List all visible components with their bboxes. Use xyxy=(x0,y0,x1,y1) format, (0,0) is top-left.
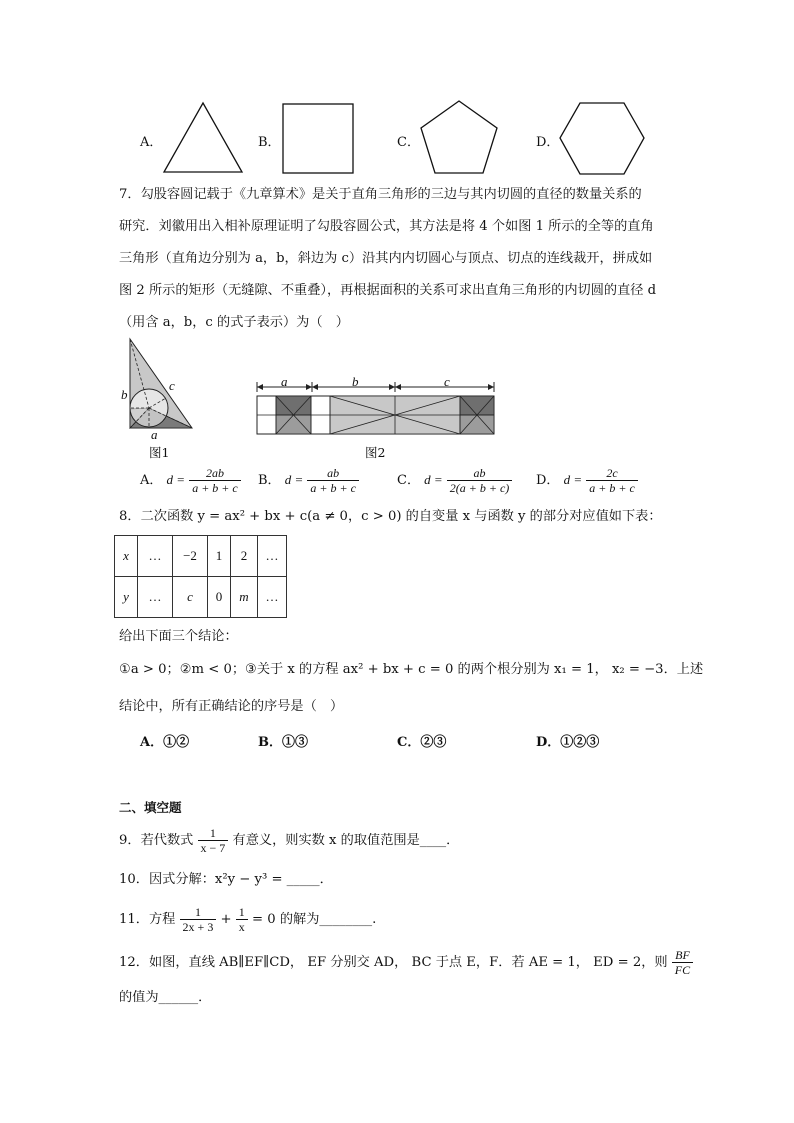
q7-option-c-label: C． xyxy=(397,473,420,488)
hexagon-shape xyxy=(558,100,646,178)
q7-option-d-label: D． xyxy=(536,473,560,488)
table-cell: c xyxy=(173,577,208,618)
table-row xyxy=(115,536,287,577)
q8-option-c: C．②③ xyxy=(397,735,447,750)
fig2-label-b: b xyxy=(352,374,359,389)
table-cell: 2 xyxy=(231,536,258,577)
pentagon-shape xyxy=(417,98,501,178)
q7-option-a-num: 2ab xyxy=(205,466,224,480)
table-cell: … xyxy=(138,577,173,618)
q8-option-d: D．①②③ xyxy=(536,735,600,750)
q11-plus: + xyxy=(220,912,232,927)
table-cell: m xyxy=(231,577,258,618)
q7-option-b-num: ab xyxy=(327,466,340,480)
q11-fraction-2 xyxy=(236,905,248,934)
q7-line-4: 图 2 所示的矩形（无缝隙、不重叠），再根据面积的关系可求出直角三角形的内切圆的直径 d xyxy=(119,283,657,298)
q11-den-2: x xyxy=(236,919,248,934)
q8-option-b: B．①③ xyxy=(258,735,308,750)
q7-option-c-num: ab xyxy=(473,466,486,480)
triangle-shape xyxy=(160,100,246,176)
q11-den-1: 2x + 3 xyxy=(180,919,217,934)
q12-line-2: 的值为______． xyxy=(119,990,212,1005)
table-cell: … xyxy=(258,536,287,577)
q8-value-table xyxy=(114,535,287,618)
q7-line-3: 三角形（直角边分别为 a，b，斜边为 c）沿其内内切圆心与顶点、切点的连线裁开，拼成如 xyxy=(119,251,653,266)
fig2-label-a: a xyxy=(281,374,288,389)
fig1-label-c: c xyxy=(169,378,175,393)
table-cell: … xyxy=(138,536,173,577)
q10: 10．因式分解：x²y − y³ = _____． xyxy=(119,872,333,887)
q7-line-2: 研究．刘徽用出入相补原理证明了勾股容圆公式，其方法是将 4 个如图 1 所示的全等的直角 xyxy=(119,219,654,234)
table-cell: y xyxy=(115,577,138,618)
q7-option-d-lhs: d = xyxy=(563,472,583,487)
q8-option-a: A．①② xyxy=(140,735,190,750)
q9 xyxy=(119,826,459,856)
q7-option-d-num: 2c xyxy=(606,466,618,480)
q11-post: = 0 的解为________. xyxy=(252,912,377,927)
table-cell: x xyxy=(115,536,138,577)
q6-option-b-label: B． xyxy=(258,135,281,150)
q7-option-d xyxy=(536,466,638,495)
q11-fraction-1 xyxy=(180,905,217,934)
q9-den: x − 7 xyxy=(198,840,229,855)
section-heading: 二、填空题 xyxy=(119,800,182,815)
table-row xyxy=(115,577,287,618)
q12-den: FC xyxy=(672,962,693,977)
fig1-label-b: b xyxy=(121,387,128,402)
q7-line-5: （用含 a，b，c 的式子表示）为（ ） xyxy=(119,315,349,330)
q7-option-b-fraction xyxy=(307,466,359,495)
q7-option-b xyxy=(258,466,359,495)
table-cell: … xyxy=(258,577,287,618)
q7-option-c xyxy=(397,466,512,495)
fig1-label-a: a xyxy=(151,427,158,442)
table-cell: −2 xyxy=(173,536,208,577)
q7-option-b-lhs: d = xyxy=(284,472,304,487)
q11-num-1: 1 xyxy=(194,905,201,919)
q6-option-a-label: A． xyxy=(140,135,163,150)
q12-pre: 12．如图，直线 AB∥EF∥CD， EF 分别交 AD， BC 于点 E，F．若 AE = 1， ED = 2，则 xyxy=(119,955,668,970)
q8-intro: 8．二次函数 y = ax² + bx + c(a ≠ 0，c > 0) 的自变量 x 与函数 y 的部分对应值如下表： xyxy=(119,509,662,524)
q7-line-1: 7．勾股容圆记载于《九章算术》是关于直角三角形的三边与其内切圆的直径的数量关系的 xyxy=(119,187,642,202)
q11-num-2: 1 xyxy=(238,905,245,919)
q6-option-d-label: D． xyxy=(536,135,560,150)
q12 xyxy=(119,946,693,980)
fig2-label-c: c xyxy=(444,374,450,389)
q9-num: 1 xyxy=(209,826,216,840)
q7-option-a-lhs: d = xyxy=(166,472,186,487)
table-cell: 1 xyxy=(208,536,231,577)
q7-option-a-label: A． xyxy=(140,473,163,488)
q7-option-c-den: 2(a + b + c) xyxy=(447,480,513,495)
rectangle-figure xyxy=(252,374,498,436)
q8-given: 给出下面三个结论： xyxy=(119,629,238,644)
q8-ask: 结论中，所有正确结论的序号是（ ） xyxy=(119,699,344,714)
q9-pre: 9．若代数式 xyxy=(119,833,194,848)
q7-option-d-fraction xyxy=(586,466,638,495)
fig2-caption: 图2 xyxy=(365,445,386,460)
q8-conclusions: ①a > 0；②m < 0；③关于 x 的方程 ax² + bx + c = 0 的两个根分别为 x₁ = 1， x₂ = −3．上述 xyxy=(119,662,704,677)
q9-post: 有意义，则实数 x 的取值范围是____． xyxy=(232,833,460,848)
q12-num: BF xyxy=(675,948,690,962)
q6-option-c-label: C． xyxy=(397,135,420,150)
table-cell: 0 xyxy=(208,577,231,618)
q11 xyxy=(119,904,376,936)
q7-option-b-den: a + b + c xyxy=(307,480,359,495)
q7-option-a xyxy=(140,466,241,495)
fig1-caption: 图1 xyxy=(149,445,170,460)
q7-option-a-fraction xyxy=(189,466,241,495)
q12-fraction xyxy=(672,948,693,977)
q7-option-b-label: B． xyxy=(258,473,281,488)
q7-option-d-den: a + b + c xyxy=(586,480,638,495)
q7-option-c-lhs: d = xyxy=(424,472,443,487)
q11-pre: 11．方程 xyxy=(119,912,176,927)
q7-option-c-fraction xyxy=(447,466,513,495)
square-shape xyxy=(280,102,356,174)
q7-option-a-den: a + b + c xyxy=(189,480,241,495)
q9-fraction xyxy=(198,826,229,855)
